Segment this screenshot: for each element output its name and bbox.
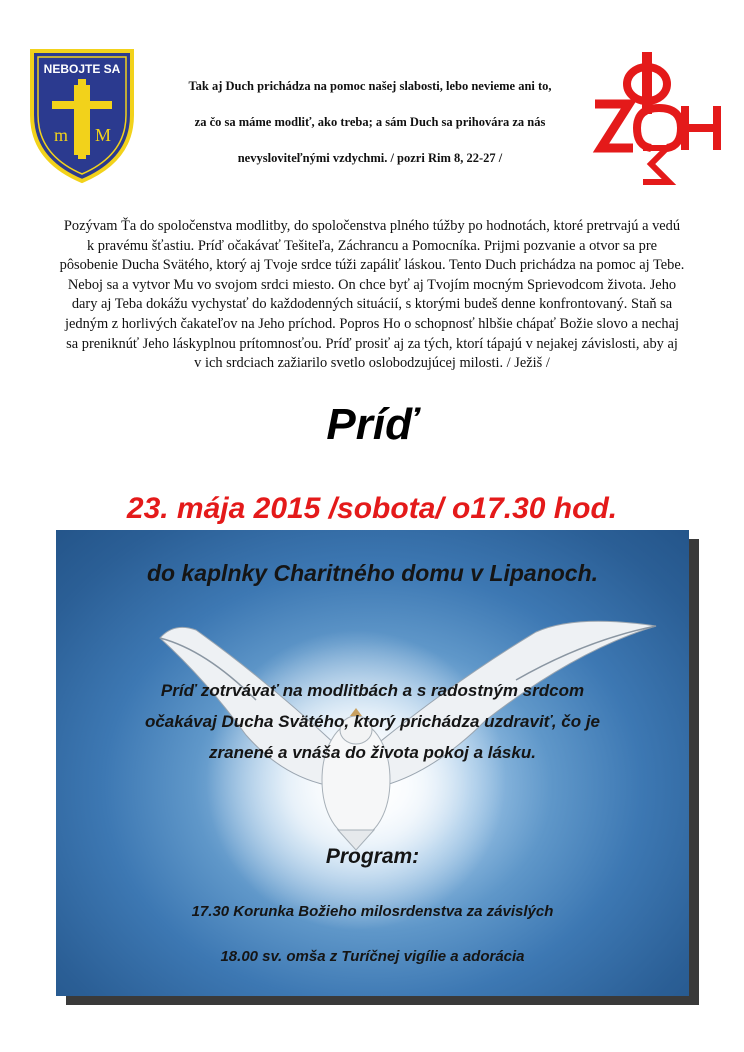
invite-line: zranené a vnáša do života pokoj a lásku. xyxy=(209,743,536,762)
program-title: Program: xyxy=(325,845,420,868)
intro-line: pôsobenie Ducha Svätého, ktorý aj Tvoje srdce túži zapáliť láskou. Tento Duch prichádza na pomoc aj Tebe. xyxy=(59,257,685,274)
quote-line: za čo sa máme modliť, ako treba; a sám Duch sa prihovára za nás xyxy=(194,115,546,129)
invite-line: Príď zotrvávať na modlitbách a s radostným srdcom xyxy=(160,681,585,700)
intro-line: k pravému šťastiu. Príď očakávať Tešiteľa, Záchrancu a Pomocníka. Prijmi pozvanie a otvor sa pre xyxy=(86,237,658,254)
intro-line: v ich srdciach zažiarilo svetlo oslobodzujúcej milosti. / Ježiš / xyxy=(194,355,550,372)
logo-left-letter-M: M xyxy=(94,125,112,145)
invite-text xyxy=(56,675,689,768)
quote-line: Tak aj Duch prichádza na pomoc našej slabosti, lebo nevieme ani to, xyxy=(188,79,552,93)
quote-line: nevysloviteľnými vzdychmi. / pozri Rim 8, 22-27 / xyxy=(237,151,503,165)
invite-line: očakávaj Ducha Svätého, ktorý prichádza uzdraviť, čo je xyxy=(144,712,601,731)
event-panel xyxy=(56,530,689,996)
logo-left-letter-m: m xyxy=(53,125,69,145)
intro-line: jedným z horlivých čakateľov na Jeho príchod. Popros Ho o schopnosť hlbšie chápať Božie slovo a nechaj xyxy=(64,315,679,332)
intro-line: sa preniknúť Jeho láskyplnou prítomnosťou. Príď prosiť aj za tých, ktorí tápajú v nejakej závislosti, aby aj xyxy=(66,335,678,352)
logo-right-text: ΦΩΗ xyxy=(653,186,657,187)
intro-line: Pozývam Ťa do spoločenstva modlitby, do spoločenstva plného túžby po hodnotách, ktoré pretrvajú a vedú xyxy=(63,218,681,234)
scripture-quote xyxy=(150,76,590,184)
intro-line: dary aj Teba dokážu vychystať do každodenných situácií, s ktorými budeš denne konfrontovaný. Staň sa xyxy=(71,296,673,313)
intro-line: Neboj sa a vytvor Mu vo svojom srdci miesto. On chce byť aj Tvojím mocným Sprievodcom života. Jeho xyxy=(67,276,677,293)
location-text: do kaplnky Charitného domu v Lipanoch. xyxy=(146,560,599,586)
intro-paragraph xyxy=(40,217,704,374)
logo-left-text: NEBOJTE SA xyxy=(43,62,121,76)
program-item: 18.00 sv. omša z Turíčnej vigílie a adorácia xyxy=(220,948,525,965)
nebojte-sa-shield-logo xyxy=(26,45,138,185)
phos-zoe-logo xyxy=(585,48,725,188)
event-date: 23. mája 2015 /sobota/ o17.30 hod. xyxy=(126,492,618,525)
program-item: 17.30 Korunka Božieho milosrdenstva za závislých xyxy=(191,903,554,920)
headline: Príď xyxy=(326,400,418,449)
